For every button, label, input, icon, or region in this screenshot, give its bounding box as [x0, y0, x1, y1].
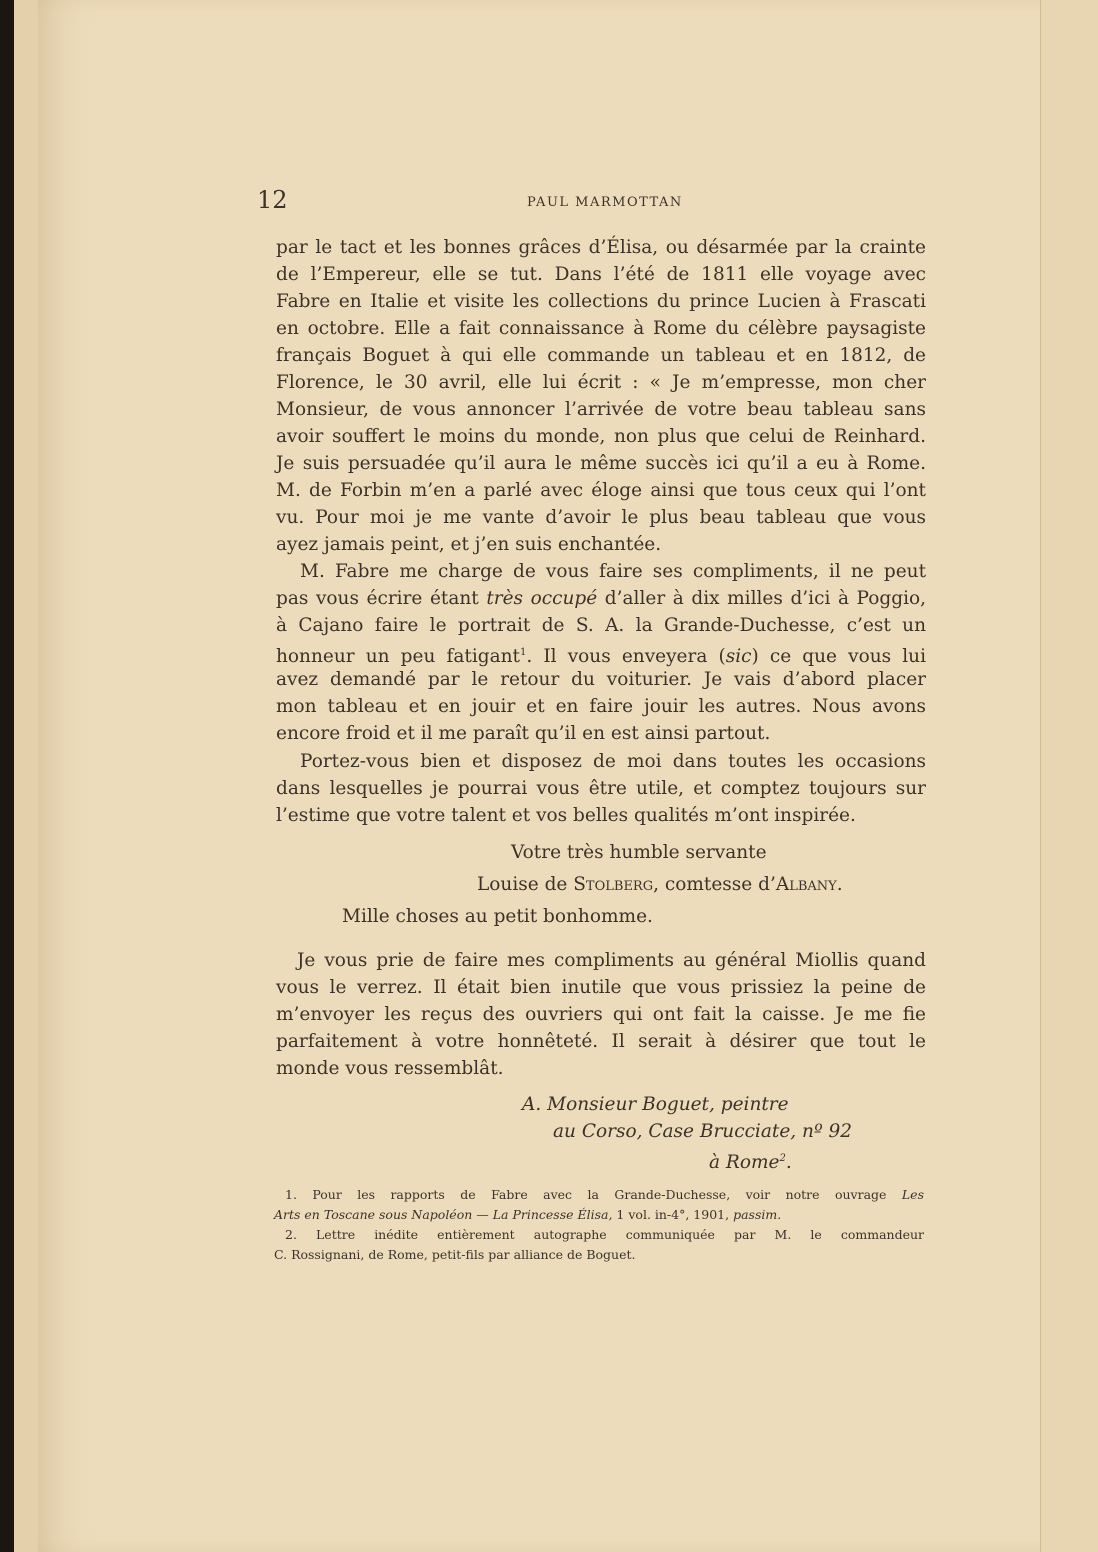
text-run: ) ce que vous lui	[751, 646, 926, 668]
body-line: avez demandé par le retour du voiturier. Je vais d’abord placer	[276, 669, 926, 690]
text-run: , comtesse d’	[653, 874, 776, 895]
body-line: encore froid et il me paraît qu’il en est ainsi partout.	[276, 723, 771, 744]
text-run: pas vous écrire étant	[276, 588, 479, 609]
text-run: 1 vol. in-4°, 1901,	[612, 1207, 734, 1222]
address-line: A. Monsieur Boguet, peintre	[522, 1094, 789, 1115]
italic-text: sic	[725, 646, 752, 668]
footnote	[285, 1187, 924, 1203]
closing: Votre très humble servante	[511, 842, 767, 863]
body-line: avoir souffert le moins du monde, non plus que celui de Reinhard.	[276, 426, 926, 447]
body-line: Portez-vous bien et disposez de moi dans toutes les occasions	[300, 751, 926, 772]
italic-text: très occupé	[486, 588, 598, 609]
body-line: en octobre. Elle a fait connaissance à Rome du célèbre paysagiste	[276, 318, 926, 339]
text-run: d’aller à dix milles d’ici à Poggio,	[604, 588, 927, 609]
text-run: 1. Pour les rapports de Fabre avec la Grande-Duchesse, voir notre ouvrage	[285, 1187, 887, 1202]
body-line: l’estime que votre talent et vos belles qualités m’ont inspirée.	[276, 805, 856, 826]
book-page	[38, 0, 1086, 1552]
body-line: français Boguet à qui elle commande un tableau et en 1812, de	[276, 345, 926, 366]
body-line: m’envoyer les reçus des ouvriers qui ont fait la caisse. Je me fie	[276, 1004, 926, 1025]
body-line: ayez jamais peint, et j’en suis enchantée.	[276, 534, 662, 555]
body-line: vu. Pour moi je me vante d’avoir le plus beau tableau que vous	[276, 507, 926, 528]
body-line: M. Fabre me charge de vous faire ses compliments, il ne peut	[300, 561, 926, 582]
body-line	[276, 588, 926, 610]
address-line	[709, 1148, 792, 1174]
body-line: Je suis persuadée qu’il aura le même succès ici qu’il a eu à Rome.	[276, 453, 926, 474]
body-line: M. de Forbin m’en a parlé avec éloge ainsi que tous ceux qui l’ont	[276, 480, 926, 501]
body-line: par le tact et les bonnes grâces d’Élisa, ou désarmée par la crainte	[276, 237, 926, 258]
body-line: parfaitement à votre honnêteté. Il serait à désirer que tout le	[276, 1031, 926, 1052]
text-run: honneur un peu fatigant	[276, 646, 520, 668]
italic-text: passim.	[733, 1207, 782, 1222]
italic-text: Les	[901, 1187, 924, 1202]
signature	[477, 874, 843, 896]
body-line: Monsieur, de vous annoncer l’arrivée de votre beau tableau sans	[276, 399, 926, 420]
running-head: PAUL MARMOTTAN	[527, 195, 683, 210]
body-line: dans lesquelles je pourrai vous être utile, et comptez toujours sur	[276, 778, 926, 799]
footnote: C. Rossignani, de Rome, petit-fils par alliance de Boguet.	[274, 1247, 636, 1262]
small-caps-text: Stolberg	[573, 874, 654, 895]
right-page-edge	[1040, 0, 1098, 1552]
footnote-ref: 2	[779, 1153, 786, 1164]
body-line: Florence, le 30 avril, elle lui écrit : « Je m’empresse, mon cher	[276, 372, 926, 393]
body-line: monde vous ressemblât.	[276, 1058, 504, 1079]
body-line: de l’Empereur, elle se tut. Dans l’été de 1811 elle voyage avec	[276, 264, 926, 285]
body-line: Fabre en Italie et visite les collections du prince Lucien à Frascati	[276, 291, 926, 312]
page-number: 12	[257, 186, 288, 214]
small-caps-text: Albany	[775, 874, 837, 895]
footnote: 2. Lettre inédite entièrement autographe communiquée par M. le commandeur	[285, 1227, 924, 1242]
body-line: mon tableau et en jouir et en faire jouir les autres. Nous avons	[276, 696, 926, 717]
text-run: à Rome	[709, 1152, 780, 1174]
postscript: Mille choses au petit bonhomme.	[342, 906, 653, 927]
text-run: Louise de	[477, 874, 574, 895]
text-run: .	[785, 1152, 792, 1174]
footnote-ref: 1	[519, 647, 527, 658]
body-line: Je vous prie de faire mes compliments au général Miollis quand	[297, 950, 926, 971]
body-line: vous le verrez. Il était bien inutile que vous prissiez la peine de	[276, 977, 926, 998]
footnote	[274, 1207, 781, 1223]
text-run: .	[836, 874, 843, 895]
address-line: au Corso, Case Brucciate, nº 92	[553, 1121, 853, 1142]
body-line	[276, 642, 926, 668]
body-line: à Cajano faire le portrait de S. A. la Grande-Duchesse, c’est un	[276, 615, 926, 636]
text-run: . Il vous enveyera (	[526, 646, 726, 668]
italic-text: Arts en Toscane sous Napoléon — La Princesse Élisa,	[274, 1207, 613, 1222]
